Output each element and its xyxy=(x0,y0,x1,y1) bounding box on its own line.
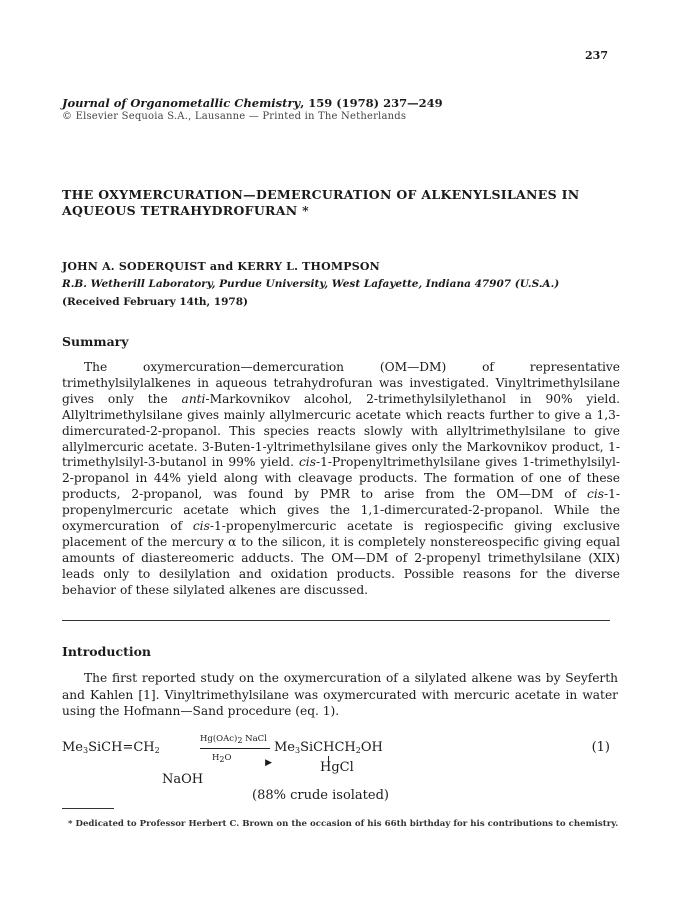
equation-product: $Me_3SiCHCH_2OH$ xyxy=(274,740,383,755)
summary-heading: Summary xyxy=(62,334,129,349)
footnote-divider xyxy=(62,808,114,809)
summary-text-3: -Markovnikov alcohol, 2-trimethylsilylethanol in 90% yield. Allyltrimethylsilane gives mainly allylmercuric acetate which reacts further to give a 1,3-dimercurated-2-propanol. This species reacts slowly with allyltrimethylsilane to give allylmercuric acetate. 3-Buten-1-yltrimethylsilane gives only the Markovnikov product, 1-trimethylsilyl-3-butanol in 99% yield. xyxy=(62,391,621,470)
arrow-head-icon: ▶ xyxy=(265,758,272,768)
summary-paragraph xyxy=(62,360,620,599)
authors: JOHN A. SODERQUIST and KERRY L. THOMPSON xyxy=(62,260,380,273)
received-date: (Received February 14th, 1978) xyxy=(62,296,248,308)
summary-body xyxy=(62,360,620,599)
summary-text-5: -1-propenylmercuric acetate which gives the 1,1-dimercurated-2-propanol. While the oxymercuration of xyxy=(62,487,620,534)
affiliation: R.B. Wetherill Laboratory, Purdue University, West Lafayette, Indiana 47907 (U.S.A.) xyxy=(62,278,560,290)
summary-anti: anti xyxy=(181,391,206,406)
reagent-bottom: $H_2O$ xyxy=(212,753,232,764)
reagent-top: $Hg(OAc)_2$ NaCl xyxy=(200,734,267,745)
hgcl-substituent: HgCl xyxy=(320,760,354,775)
footnote xyxy=(62,818,622,830)
journal-citation xyxy=(62,96,443,110)
summary-text-4: -1-Propenyltrimethylsilane gives 1-trimethylsilyl-2-propanol in 44% yield along with cleavage products. The formation of one of these products, 2-propanol, was found by PMR to arise from the OM—DM of xyxy=(62,455,621,502)
reaction-arrow xyxy=(200,734,272,768)
summary-divider xyxy=(62,620,610,621)
footnote-text: Dedicated to Professor Herbert C. Brown on the occasion of his 66th birthday for his contributions to chemistry. xyxy=(75,819,619,829)
summary-text-1: The oxymercuration xyxy=(84,360,241,374)
copyright-line: © Elsevier Sequoia S.A., Lausanne — Printed in The Netherlands xyxy=(62,111,407,122)
equation-1 xyxy=(62,732,618,812)
page-number: 237 xyxy=(585,49,608,62)
equation-reactant: $Me_3SiCH=CH_2$ xyxy=(62,740,160,755)
journal-volume-pages: , 159 (1978) 237—249 xyxy=(300,96,443,110)
introduction-body xyxy=(62,670,618,720)
equation-yield: (88% crude isolated) xyxy=(252,788,389,803)
introduction-heading: Introduction xyxy=(62,644,152,659)
journal-name: Journal of Organometallic Chemistry xyxy=(62,96,301,110)
equation-number: (1) xyxy=(591,740,610,755)
summary-text-6: -1-propenylmercuric acetate is regiospecific giving exclusive placement of the mercury α to the silicon, it is completely nonstereospecific giving equal amounts of diastereomeric adducts. The OM—DM of 2-propenyl trimethylsilane (XIX) leads only to desilylation and oxidation products. Possible reasons for the diverse behavior of these silylated alkenes are discussed. xyxy=(62,519,620,597)
summary-cis-1: cis xyxy=(298,455,316,470)
article-title: THE OXYMERCURATION—DEMERCURATION OF ALKENYLSILANES IN AQUEOUS TETRAHYDROFURAN * xyxy=(62,187,580,218)
summary-text-2: —demercuration (OM—DM) of representative trimethylsilylalkenes in aqueous tetrahydrofuran was investigated. Vinyltrimethylsilane gives only the xyxy=(62,360,621,406)
summary-cis-2: cis xyxy=(587,487,604,502)
naoh-reagent: NaOH xyxy=(162,772,204,787)
introduction-paragraph: The first reported study on the oxymercuration of a silylated alkene was by Seyferth and Kahlen [1]. Vinyltrimethylsilane was oxymercurated with mercuric acetate in water using the Hofmann—Sand procedure (eq. 1). xyxy=(62,671,618,718)
summary-cis-3: cis xyxy=(192,519,210,534)
footnote-marker: * xyxy=(68,819,73,829)
